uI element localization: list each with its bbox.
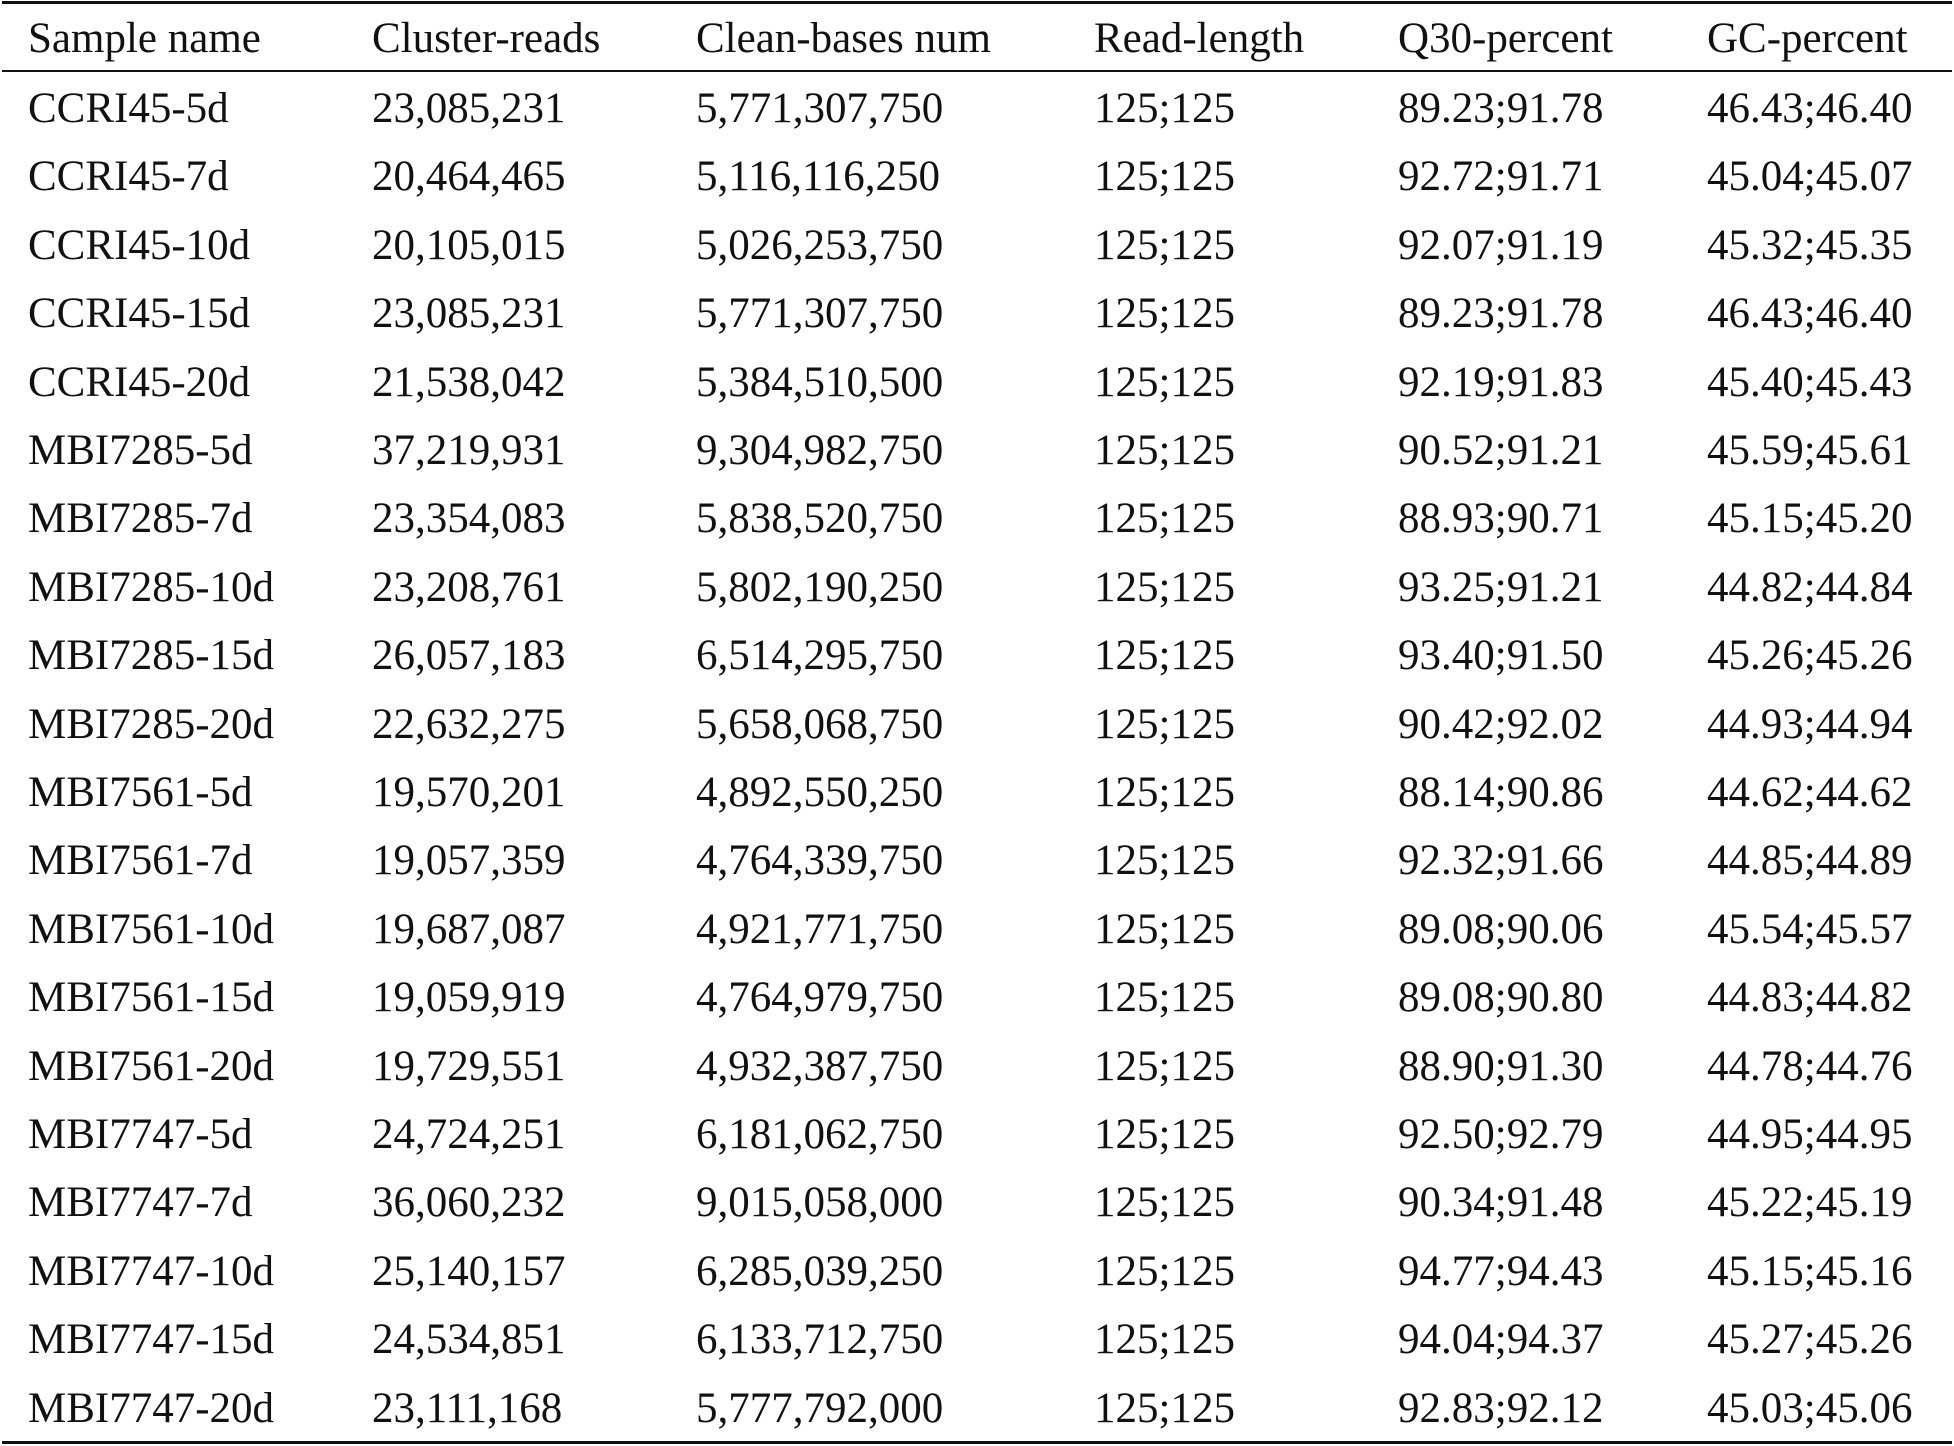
cell-gc-percent: 45.54;45.57 bbox=[1707, 905, 1913, 953]
cell-gc-percent: 45.32;45.35 bbox=[1707, 221, 1913, 269]
cell-q30-percent: 90.34;91.48 bbox=[1398, 1179, 1604, 1227]
cell-cluster-reads: 25,140,157 bbox=[372, 1247, 566, 1295]
cell-cluster-reads: 20,105,015 bbox=[372, 221, 566, 269]
cell-sample-name: MBI7747-15d bbox=[28, 1316, 275, 1364]
cell-read-length: 125;125 bbox=[1094, 837, 1235, 885]
cell-sample-name: MBI7561-10d bbox=[28, 905, 275, 953]
cell-gc-percent: 44.78;44.76 bbox=[1707, 1042, 1913, 1090]
cell-cluster-reads: 37,219,931 bbox=[372, 427, 566, 474]
cell-sample-name: MBI7285-20d bbox=[28, 700, 275, 748]
cell-gc-percent: 46.43;46.40 bbox=[1707, 290, 1913, 338]
cell-q30-percent: 92.72;91.71 bbox=[1398, 153, 1604, 201]
cell-clean-bases-num: 6,285,039,250 bbox=[696, 1247, 944, 1295]
cell-gc-percent: 45.03;45.06 bbox=[1707, 1384, 1913, 1432]
cell-read-length: 125;125 bbox=[1094, 974, 1235, 1022]
bottom-rule bbox=[2, 1441, 1952, 1444]
cell-clean-bases-num: 5,026,253,750 bbox=[696, 221, 944, 269]
cell-q30-percent: 92.32;91.66 bbox=[1398, 837, 1604, 885]
cell-sample-name: CCRI45-10d bbox=[28, 221, 251, 269]
cell-cluster-reads: 24,724,251 bbox=[372, 1111, 566, 1158]
table-row bbox=[2, 1305, 1952, 1374]
cell-cluster-reads: 23,085,231 bbox=[372, 290, 566, 338]
cell-read-length: 125;125 bbox=[1094, 1316, 1235, 1364]
cell-gc-percent: 44.82;44.84 bbox=[1707, 563, 1913, 611]
cell-read-length: 125;125 bbox=[1094, 290, 1235, 338]
cell-cluster-reads: 19,057,359 bbox=[372, 837, 566, 885]
cell-sample-name: MBI7747-7d bbox=[28, 1179, 253, 1227]
cell-clean-bases-num: 6,514,295,750 bbox=[696, 632, 944, 680]
cell-gc-percent: 44.62;44.62 bbox=[1707, 769, 1913, 816]
table-row bbox=[2, 1237, 1952, 1306]
cell-read-length: 125;125 bbox=[1094, 85, 1235, 132]
cell-q30-percent: 92.83;92.12 bbox=[1398, 1384, 1604, 1432]
header-sample-name: Sample name bbox=[28, 15, 261, 62]
cell-sample-name: MBI7285-5d bbox=[28, 427, 253, 474]
cell-cluster-reads: 23,111,168 bbox=[372, 1384, 563, 1432]
cell-read-length: 125;125 bbox=[1094, 1179, 1235, 1227]
cell-sample-name: MBI7561-7d bbox=[28, 837, 253, 885]
cell-read-length: 125;125 bbox=[1094, 1247, 1235, 1295]
header-cluster-reads: Cluster-reads bbox=[372, 15, 601, 62]
cell-read-length: 125;125 bbox=[1094, 700, 1235, 748]
cell-cluster-reads: 36,060,232 bbox=[372, 1179, 566, 1227]
cell-gc-percent: 45.04;45.07 bbox=[1707, 153, 1913, 201]
cell-cluster-reads: 24,534,851 bbox=[372, 1316, 566, 1364]
cell-q30-percent: 89.23;91.78 bbox=[1398, 290, 1604, 338]
cell-q30-percent: 89.08;90.06 bbox=[1398, 905, 1604, 953]
cell-read-length: 125;125 bbox=[1094, 221, 1235, 269]
cell-q30-percent: 93.25;91.21 bbox=[1398, 563, 1604, 611]
cell-clean-bases-num: 6,181,062,750 bbox=[696, 1111, 944, 1158]
cell-read-length: 125;125 bbox=[1094, 1384, 1235, 1432]
cell-q30-percent: 88.90;91.30 bbox=[1398, 1042, 1604, 1090]
cell-clean-bases-num: 5,658,068,750 bbox=[696, 700, 944, 748]
cell-read-length: 125;125 bbox=[1094, 905, 1235, 953]
cell-q30-percent: 88.93;90.71 bbox=[1398, 495, 1604, 543]
cell-clean-bases-num: 5,116,116,250 bbox=[696, 153, 941, 201]
cell-q30-percent: 89.23;91.78 bbox=[1398, 85, 1604, 132]
cell-sample-name: MBI7285-15d bbox=[28, 632, 275, 680]
cell-sample-name: MBI7561-15d bbox=[28, 974, 275, 1022]
cell-q30-percent: 90.52;91.21 bbox=[1398, 427, 1604, 474]
cell-clean-bases-num: 5,384,510,500 bbox=[696, 358, 944, 406]
cell-gc-percent: 46.43;46.40 bbox=[1707, 85, 1913, 132]
cell-sample-name: MBI7747-20d bbox=[28, 1384, 275, 1432]
cell-clean-bases-num: 9,015,058,000 bbox=[696, 1179, 944, 1227]
table-row bbox=[2, 211, 1952, 280]
cell-sample-name: CCRI45-5d bbox=[28, 85, 229, 132]
cell-cluster-reads: 23,354,083 bbox=[372, 495, 566, 543]
cell-gc-percent: 44.85;44.89 bbox=[1707, 837, 1913, 885]
cell-q30-percent: 88.14;90.86 bbox=[1398, 769, 1604, 816]
cell-read-length: 125;125 bbox=[1094, 769, 1235, 816]
cell-read-length: 125;125 bbox=[1094, 563, 1235, 611]
table-row bbox=[2, 1168, 1952, 1237]
cell-clean-bases-num: 5,802,190,250 bbox=[696, 563, 944, 611]
header-row bbox=[2, 4, 1952, 73]
cell-clean-bases-num: 4,764,979,750 bbox=[696, 974, 944, 1022]
cell-read-length: 125;125 bbox=[1094, 153, 1235, 201]
cell-q30-percent: 92.07;91.19 bbox=[1398, 221, 1604, 269]
cell-sample-name: CCRI45-15d bbox=[28, 290, 251, 338]
table-row bbox=[2, 621, 1952, 690]
cell-gc-percent: 45.15;45.16 bbox=[1707, 1247, 1913, 1295]
cell-cluster-reads: 26,057,183 bbox=[372, 632, 566, 680]
cell-cluster-reads: 19,729,551 bbox=[372, 1042, 566, 1090]
cell-gc-percent: 45.15;45.20 bbox=[1707, 495, 1913, 543]
table-row bbox=[2, 74, 1952, 143]
cell-clean-bases-num: 5,777,792,000 bbox=[696, 1384, 944, 1432]
cell-cluster-reads: 19,059,919 bbox=[372, 974, 566, 1022]
cell-q30-percent: 89.08;90.80 bbox=[1398, 974, 1604, 1022]
cell-q30-percent: 94.77;94.43 bbox=[1398, 1247, 1604, 1295]
header-gc-percent: GC-percent bbox=[1707, 15, 1908, 62]
header-q30-percent: Q30-percent bbox=[1398, 15, 1613, 62]
cell-q30-percent: 93.40;91.50 bbox=[1398, 632, 1604, 680]
cell-sample-name: MBI7285-7d bbox=[28, 495, 253, 543]
cell-clean-bases-num: 6,133,712,750 bbox=[696, 1316, 944, 1364]
cell-q30-percent: 92.50;92.79 bbox=[1398, 1111, 1604, 1158]
table-row bbox=[2, 963, 1952, 1032]
cell-gc-percent: 45.40;45.43 bbox=[1707, 358, 1913, 406]
cell-cluster-reads: 22,632,275 bbox=[372, 700, 566, 748]
cell-gc-percent: 45.27;45.26 bbox=[1707, 1316, 1913, 1364]
cell-gc-percent: 44.95;44.95 bbox=[1707, 1111, 1913, 1158]
table-row bbox=[2, 416, 1952, 485]
cell-cluster-reads: 19,570,201 bbox=[372, 769, 566, 816]
table-row bbox=[2, 553, 1952, 622]
cell-sample-name: MBI7747-5d bbox=[28, 1111, 253, 1158]
cell-read-length: 125;125 bbox=[1094, 1111, 1235, 1158]
cell-gc-percent: 45.59;45.61 bbox=[1707, 427, 1913, 474]
header-clean-bases-num: Clean-bases num bbox=[696, 15, 991, 62]
cell-clean-bases-num: 4,764,339,750 bbox=[696, 837, 944, 885]
table-row bbox=[2, 348, 1952, 417]
cell-read-length: 125;125 bbox=[1094, 632, 1235, 680]
header-rule bbox=[2, 70, 1952, 72]
cell-cluster-reads: 23,208,761 bbox=[372, 563, 566, 611]
cell-sample-name: CCRI45-7d bbox=[28, 153, 229, 201]
cell-cluster-reads: 21,538,042 bbox=[372, 358, 566, 406]
cell-cluster-reads: 20,464,465 bbox=[372, 153, 566, 201]
cell-clean-bases-num: 4,932,387,750 bbox=[696, 1042, 944, 1090]
cell-gc-percent: 44.93;44.94 bbox=[1707, 700, 1913, 748]
cell-clean-bases-num: 4,921,771,750 bbox=[696, 905, 944, 953]
table-row bbox=[2, 1100, 1952, 1169]
cell-cluster-reads: 23,085,231 bbox=[372, 85, 566, 132]
cell-q30-percent: 92.19;91.83 bbox=[1398, 358, 1604, 406]
table-row bbox=[2, 484, 1952, 553]
cell-gc-percent: 45.22;45.19 bbox=[1707, 1179, 1913, 1227]
header-read-length: Read-length bbox=[1094, 15, 1305, 62]
cell-sample-name: MBI7285-10d bbox=[28, 563, 275, 611]
table-row bbox=[2, 690, 1952, 759]
cell-q30-percent: 90.42;92.02 bbox=[1398, 700, 1604, 748]
table-row bbox=[2, 895, 1952, 964]
cell-read-length: 125;125 bbox=[1094, 495, 1235, 543]
cell-clean-bases-num: 5,771,307,750 bbox=[696, 85, 944, 132]
table-row bbox=[2, 142, 1952, 211]
table-row bbox=[2, 279, 1952, 348]
table-row bbox=[2, 826, 1952, 895]
cell-cluster-reads: 19,687,087 bbox=[372, 905, 566, 953]
cell-clean-bases-num: 5,771,307,750 bbox=[696, 290, 944, 338]
cell-clean-bases-num: 5,838,520,750 bbox=[696, 495, 944, 543]
cell-gc-percent: 44.83;44.82 bbox=[1707, 974, 1913, 1022]
table-row bbox=[2, 1032, 1952, 1101]
cell-read-length: 125;125 bbox=[1094, 358, 1235, 406]
cell-gc-percent: 45.26;45.26 bbox=[1707, 632, 1913, 680]
table-row bbox=[2, 1374, 1952, 1443]
cell-read-length: 125;125 bbox=[1094, 1042, 1235, 1090]
table-row bbox=[2, 758, 1952, 827]
cell-sample-name: MBI7561-20d bbox=[28, 1042, 275, 1090]
cell-sample-name: CCRI45-20d bbox=[28, 358, 251, 406]
cell-sample-name: MBI7747-10d bbox=[28, 1247, 275, 1295]
cell-read-length: 125;125 bbox=[1094, 427, 1235, 474]
cell-clean-bases-num: 4,892,550,250 bbox=[696, 769, 944, 816]
cell-clean-bases-num: 9,304,982,750 bbox=[696, 427, 944, 474]
cell-q30-percent: 94.04;94.37 bbox=[1398, 1316, 1604, 1364]
cell-sample-name: MBI7561-5d bbox=[28, 769, 253, 816]
